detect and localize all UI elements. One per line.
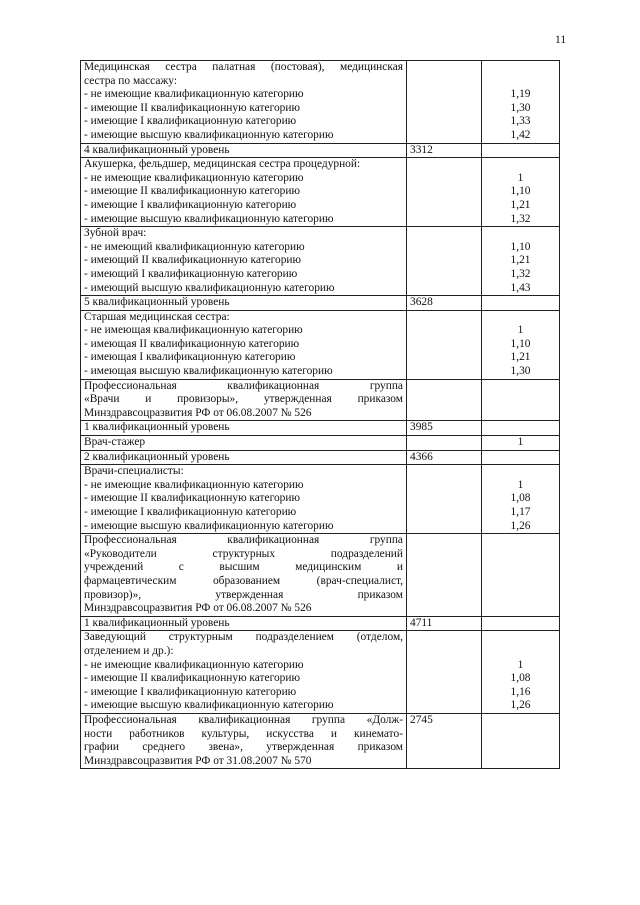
text-line: «Врачи и провизоры», утвержденная приказом: [84, 393, 403, 406]
salary-value: 4366: [410, 450, 433, 463]
position-cell: [81, 158, 407, 227]
coefficient-cell: [482, 436, 560, 451]
text-line: 5 квалификационный уровень: [84, 296, 230, 309]
text-line: Медицинская сестра палатная (постовая), медицинская: [84, 61, 403, 73]
text-line: - имеющие II квалификационную категорию: [84, 672, 300, 685]
coefficient-value: 1: [517, 171, 524, 184]
table-row: [81, 143, 560, 158]
table-row: [81, 713, 560, 768]
coefficient-value: 1,10: [510, 240, 531, 253]
position-cell: [81, 379, 407, 421]
coefficient-value: 1,21: [510, 198, 531, 211]
coefficient-value: [485, 631, 556, 645]
coefficient-value: 1,26: [510, 519, 531, 532]
coefficient-value: 1: [517, 324, 524, 337]
salary-value: 3628: [410, 296, 433, 309]
coefficient-value: [485, 158, 556, 172]
text-line: учреждений с высшим медицинским и: [84, 561, 403, 574]
text-line: - имеющие высшую квалификационную категорию: [84, 212, 334, 225]
salary-cell: [407, 296, 482, 311]
table-row: [81, 631, 560, 714]
coefficient-value: [485, 645, 556, 659]
salary-cell: [407, 227, 482, 296]
table-row: [81, 296, 560, 311]
table-row: [81, 465, 560, 534]
coefficient-value: [485, 421, 556, 435]
coefficient-value: 1,19: [510, 88, 531, 101]
text-line: 2 квалификационный уровень: [84, 450, 230, 463]
coefficient-cell: [482, 631, 560, 714]
text-line: - не имеющая квалификационную категорию: [84, 324, 303, 337]
coefficient-cell: [482, 534, 560, 617]
position-cell: [81, 143, 407, 158]
text-line: - имеющие высшую квалификационную категорию: [84, 699, 334, 712]
coefficient-cell: [482, 158, 560, 227]
coefficient-value: 1: [517, 478, 524, 491]
coefficient-cell: [482, 296, 560, 311]
salary-cell: [407, 143, 482, 158]
text-line: - не имеющие квалификационную категорию: [84, 88, 304, 101]
text-line: Минздравсоцразвития РФ от 06.08.2007 № 526: [84, 602, 312, 615]
salary-value: 3985: [410, 421, 433, 434]
coefficient-cell: [482, 310, 560, 379]
coefficient-value: [485, 451, 556, 465]
text-line: Заведующий структурным подразделением (отделом,: [84, 631, 403, 644]
coefficient-value: 1,17: [510, 506, 531, 518]
salary-value: 3312: [410, 143, 433, 156]
coefficient-value: 1,32: [510, 212, 531, 225]
text-line: - имеющие I квалификационную категорию: [84, 506, 297, 518]
table-row: [81, 436, 560, 451]
coefficient-value: [485, 61, 556, 75]
text-line: - не имеющие квалификационную категорию: [84, 658, 304, 671]
coefficient-cell: [482, 421, 560, 436]
coefficient-value: [485, 465, 556, 479]
position-cell: [81, 227, 407, 296]
salary-cell: [407, 379, 482, 421]
coefficient-value: 1,30: [510, 365, 531, 378]
coefficient-value: 1,32: [510, 267, 531, 280]
text-line: - не имеющие квалификационную категорию: [84, 478, 304, 491]
coefficient-value: 1: [517, 436, 524, 449]
coefficient-value: [485, 311, 556, 325]
table-row: [81, 379, 560, 421]
text-line: сестра по массажу:: [84, 74, 178, 87]
coefficient-value: 1,16: [510, 685, 531, 698]
text-line: Зубной врач:: [84, 227, 147, 240]
salary-cell: [407, 616, 482, 631]
coefficient-value: 1,30: [510, 101, 531, 114]
coefficient-value: [485, 380, 556, 394]
text-line: 1 квалификационный уровень: [84, 616, 230, 629]
text-line: - имеющие высшую квалификационную категорию: [84, 128, 334, 141]
text-line: отделением и др.):: [84, 644, 174, 657]
table-row: [81, 450, 560, 465]
coefficient-value: 1,08: [510, 492, 531, 505]
coefficient-cell: [482, 450, 560, 465]
text-line: Профессиональная квалификационная группа: [84, 534, 403, 547]
text-line: провизор)», утвержденная приказом: [84, 588, 403, 601]
position-cell: [81, 61, 407, 144]
coefficient-value: [485, 296, 556, 310]
coefficient-value: [485, 714, 556, 728]
salary-value: 2745: [410, 713, 433, 726]
coefficient-cell: [482, 227, 560, 296]
position-cell: [81, 296, 407, 311]
position-cell: [81, 465, 407, 534]
text-line: Акушерка, фельдшер, медицинская сестра процедурной:: [84, 158, 361, 171]
table-row: [81, 534, 560, 617]
coefficient-value: 1: [517, 658, 524, 671]
text-line: 1 квалификационный уровень: [84, 421, 230, 434]
text-line: - имеющие I квалификационную категорию: [84, 685, 297, 698]
coefficient-value: [485, 617, 556, 631]
salary-cell: [407, 310, 482, 379]
salary-cell: [407, 465, 482, 534]
coefficient-cell: [482, 713, 560, 768]
text-line: - не имеющие квалификационную категорию: [84, 171, 304, 184]
salary-value: 4711: [410, 616, 433, 629]
salary-cell: [407, 158, 482, 227]
coefficient-value: 1,10: [510, 337, 531, 350]
text-line: - имеющие II квалификационную категорию: [84, 101, 300, 114]
text-line: - имеющий высшую квалификационную категорию: [84, 281, 335, 294]
salary-cell: [407, 450, 482, 465]
text-line: - имеющие I квалификационную категорию: [84, 198, 297, 211]
coefficient-cell: [482, 61, 560, 144]
text-line: - имеющие II квалификационную категорию: [84, 185, 300, 198]
coefficient-value: 1,26: [510, 699, 531, 712]
text-line: Профессиональная квалификационная группа «Долж-: [84, 713, 403, 726]
salary-cell: [407, 631, 482, 714]
salary-cell: [407, 436, 482, 451]
text-line: Минздравсоцразвития РФ от 31.08.2007 № 570: [84, 754, 312, 767]
coefficient-cell: [482, 465, 560, 534]
position-cell: [81, 450, 407, 465]
text-line: - не имеющий квалификационную категорию: [84, 240, 305, 253]
coefficient-value: 1,42: [510, 128, 531, 141]
coefficient-value: 1,10: [510, 185, 531, 198]
position-cell: [81, 616, 407, 631]
text-line: - имеющие II квалификационную категорию: [84, 492, 300, 505]
table-row: [81, 310, 560, 379]
table-row: [81, 61, 560, 144]
table-row: [81, 616, 560, 631]
position-cell: [81, 436, 407, 451]
salary-cell: [407, 61, 482, 144]
salary-cell: [407, 534, 482, 617]
coefficient-value: [485, 227, 556, 241]
text-line: Старшая медицинская сестра:: [84, 310, 230, 323]
text-line: - имеющая I квалификационную категорию: [84, 351, 296, 364]
coefficient-value: 1,33: [510, 115, 531, 128]
coefficient-value: 1,21: [510, 351, 531, 364]
salary-cell: [407, 713, 482, 768]
coefficient-value: 1,21: [510, 254, 531, 267]
table-row: [81, 227, 560, 296]
text-line: - имеющий II квалификационную категорию: [84, 254, 302, 267]
salary-cell: [407, 421, 482, 436]
text-line: ности работников культуры, искусства и кинемато-: [84, 727, 403, 740]
coefficient-value: [485, 534, 556, 548]
text-line: «Руководители структурных подразделений: [84, 547, 403, 560]
salary-table: [80, 60, 560, 769]
position-cell: [81, 421, 407, 436]
text-line: Врач-стажер: [84, 436, 146, 449]
coefficient-value: 1,08: [510, 672, 531, 685]
text-line: графии среднего звена», утвержденная приказом: [84, 741, 403, 754]
coefficient-value: [485, 144, 556, 158]
text-line: 4 квалификационный уровень: [84, 143, 230, 156]
position-cell: [81, 631, 407, 714]
coefficient-cell: [482, 616, 560, 631]
table-row: [81, 421, 560, 436]
text-line: Профессиональная квалификационная группа: [84, 379, 403, 392]
position-cell: [81, 713, 407, 768]
text-line: - имеющая высшую квалификационную категорию: [84, 365, 333, 378]
coefficient-value: [485, 75, 556, 89]
text-line: - имеющий I квалификационную категорию: [84, 267, 298, 280]
page-number: 11: [555, 34, 567, 46]
text-line: фармацевтическим образованием (врач-специалист,: [84, 574, 403, 587]
coefficient-cell: [482, 379, 560, 421]
position-cell: [81, 310, 407, 379]
text-line: - имеющая II квалификационную категорию: [84, 337, 300, 350]
text-line: - имеющие высшую квалификационную категорию: [84, 519, 334, 532]
table-row: [81, 158, 560, 227]
coefficient-value: 1,43: [510, 281, 531, 294]
text-line: Врачи-специалисты:: [84, 465, 184, 478]
position-cell: [81, 534, 407, 617]
text-line: - имеющие I квалификационную категорию: [84, 115, 297, 128]
text-line: Минздравсоцразвития РФ от 06.08.2007 № 526: [84, 406, 312, 419]
coefficient-cell: [482, 143, 560, 158]
